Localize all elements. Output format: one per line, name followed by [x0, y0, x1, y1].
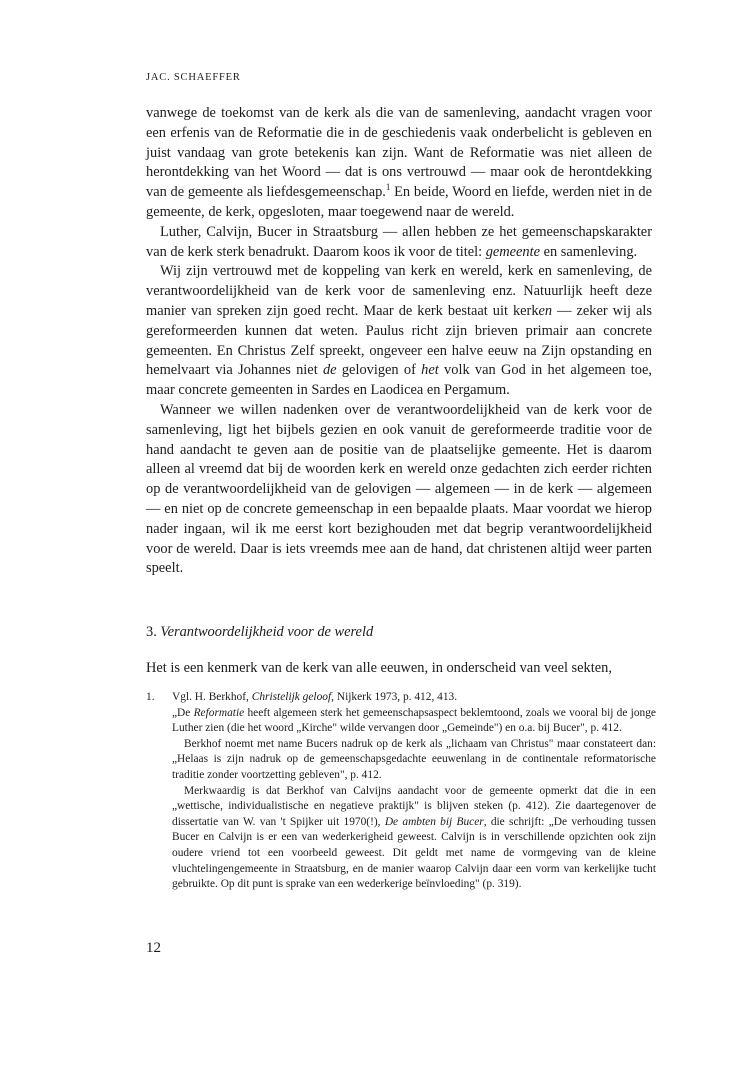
fn-l1-em: Christelijk geloof — [251, 691, 332, 703]
footnote-ref-1: 1 — [385, 182, 391, 193]
fn-p3-em: De ambten bij Bucer — [384, 815, 484, 828]
paragraph-3 — [146, 262, 652, 401]
fn-l1-a: Vgl. H. Berkhof, — [172, 691, 252, 703]
p3-text-a: Wij zijn vertrouwd met de koppeling van kerk en wereld, kerk en samenleving, de verantwoordelijkheid van de kerk voor de samenleving enz. Natuurlijk heeft deze manier van spreken zijn goed recht. Maar de kerk bestaat uit kerk — [146, 263, 652, 319]
p1-text-b: En beide, Woord en liefde, werden niet in de gemeente, de kerk, opgesloten, maar toegewend naar de wereld. — [146, 184, 652, 220]
footnote-citation — [172, 690, 656, 706]
paragraph-1 — [146, 104, 652, 223]
p3-emphasis-1: en — [538, 302, 553, 319]
body-text — [146, 104, 652, 579]
fn-l2-a: „De — [172, 706, 194, 719]
section-title: Verantwoordelijkheid voor de wereld — [160, 624, 374, 640]
section-number: 3. — [146, 624, 161, 640]
fn-p3-b: , die schrijft: „De verhouding tussen Bucer en Calvijn is er een van wederkerigheid geweest. Calvijn is in verschillende opzichten ook zijn oudere vriend tot een voorbeeld geweest. Dit geldt met name de vormgeving van de kleine vluchtelingengemeente in Straatsburg, en de manier waarop Calvijn daar een vorm van kerkelijke tucht gebruikte. Op dit punt is sprake van een wederkerige beïnvloeding" (p. 319). — [172, 815, 656, 891]
fn-l2-b: heeft algemeen sterk het gemeenschapsaspect beklemtoond, zoals we vooral bij de jonge Luther zien (die het woord „Kirche" wilde vervangen door „Gemeinde") en o.a. bij Bucer", p. 412. — [172, 706, 656, 735]
p3-emphasis-3: het — [421, 362, 439, 379]
section-first-line: Het is een kenmerk van de kerk van alle eeuwen, in onderscheid van veel sekten, — [146, 660, 612, 676]
footnote-paragraph-3 — [172, 784, 656, 893]
section-heading — [146, 624, 373, 641]
p3-emphasis-2: de — [322, 362, 337, 379]
p3-text-d: volk van God in het algemeen toe, maar concrete gemeenten in Sardes en Laodicea en Pergamum. — [146, 362, 652, 399]
footnote-paragraph-2: Berkhof noemt met name Bucers nadruk op de kerk als „lichaam van Christus" maar constateert dan: „Helaas is zijn nadruk op de gemeenschapsgedachte eeuwenlang in de continentale reformatorische traditie zonder voortzetting gebleven", p. 412. — [172, 737, 656, 781]
p2-text-a: Luther, Calvijn, Bucer in Straatsburg — allen hebben ze het gemeenschapskarakter van de kerk sterk benadrukt. Daarom koos ik voor de titel: — [146, 223, 652, 260]
fn-l2-em: Reformatie — [193, 706, 245, 719]
p2-text-b: en samenleving. — [540, 243, 638, 260]
p1-text-a: vanwege de toekomst van de kerk als die van de samenleving, aandacht vragen voor een erfenis van de Reformatie die in de geschiedenis vaak onderbelicht is gebleven en juist vandaag van grote betekenis kan zijn. Want de Reformatie was niet alleen de herontdekking van het Woord — dat is ons vertrouwd — maar ook de herontdekking van de gemeente als liefdesgemeenschap. — [146, 105, 652, 201]
fn-l1-b: , Nijkerk 1973, p. 412, 413. — [331, 691, 458, 703]
p2-emphasis: gemeente — [485, 243, 541, 260]
footnote-quote — [172, 706, 656, 737]
footnote — [146, 690, 656, 893]
footnote-number: 1. — [146, 691, 155, 703]
p3-text-c: gelovigen of — [336, 362, 422, 379]
fn-p3-a: Merkwaardig is dat Berkhof van Calvijns aandacht voor de gemeente opmerkt dat die in een „wettische, individualistische en negatieve praktijk" is blijven steken (p. 412). Zie daartegenover de dissertatie van W. van 't Spijker uit 1970(!), — [172, 784, 656, 828]
footnote-text — [172, 690, 656, 893]
page-number: 12 — [146, 940, 161, 956]
paragraph-4: Wanneer we willen nadenken over de verantwoordelijkheid van de kerk voor de samenleving, ligt het bijbels gezien en ook vanuit de gereformeerde traditie voor de hand aandacht te geven aan de positie van de plaatselijke gemeente. Het is daarom alleen al vreemd dat bij de woorden kerk en wereld onze gedachten zich eerder richten op de verantwoordelijkheid van de gelovigen — algemeen — in de kerk — algemeen — en niet op de concrete gemeenschap in een bepaalde plaats. Maar voordat we hierop nader ingaan, wil ik me eerst kort bezighouden met dat begrip verantwoordelijkheid voor de wereld. Daar is iets vreemds mee aan de hand, dat christenen altijd weer parten speelt. — [146, 401, 652, 577]
paragraph-2 — [146, 223, 652, 263]
running-head: JAC. SCHAEFFER — [146, 72, 241, 83]
p3-text-b: — zeker wij als gereformeerden kunnen dat weten. Paulus richt zijn brieven primair aan concrete gemeenten. En Christus Zelf spreekt, ongeveer een halve eeuw na Zijn opstanding en hemelvaart via Johannes niet — [146, 302, 653, 379]
